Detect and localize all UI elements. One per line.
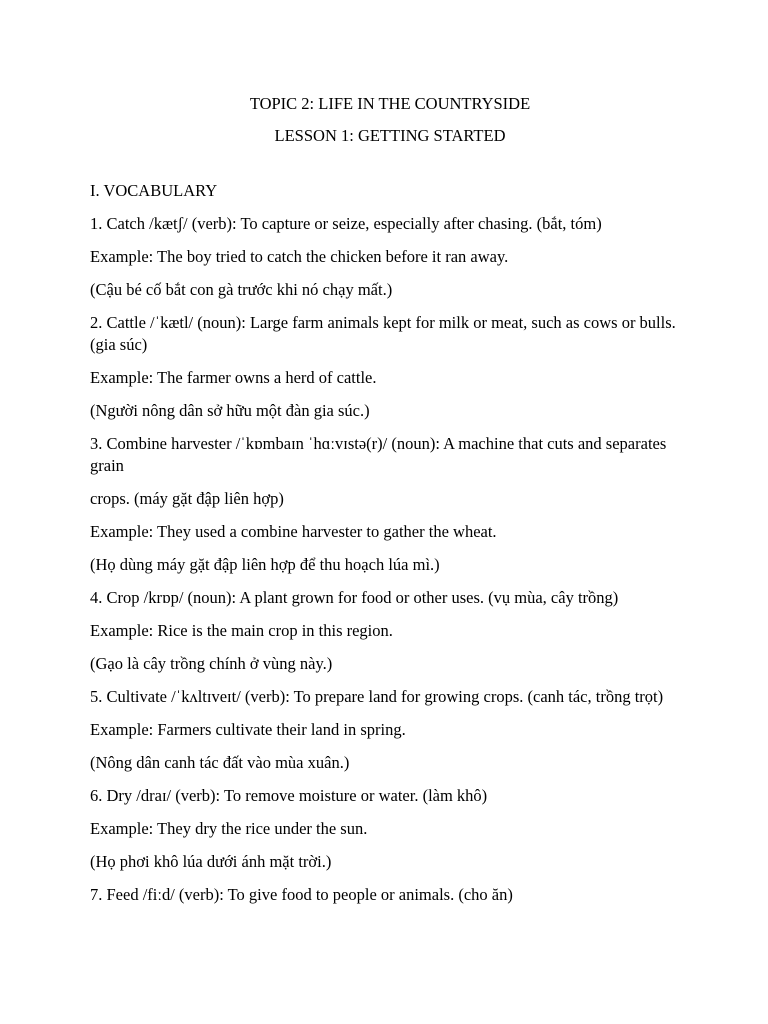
- example-cultivate: Example: Farmers cultivate their land in spring.: [90, 720, 406, 739]
- vocab-entry-cattle: 2. Cattle /ˈkætl/ (noun): Large farm animals kept for milk or meat, such as cows or bulls. (gia súc): [90, 313, 676, 354]
- translation-combine-harvester: (Họ dùng máy gặt đập liên hợp để thu hoạch lúa mì.): [90, 555, 440, 574]
- vocab-entry-dry: 6. Dry /draɪ/ (verb): To remove moisture or water. (làm khô): [90, 786, 488, 805]
- example-combine-harvester: Example: They used a combine harvester to gather the wheat.: [90, 522, 497, 541]
- example-dry: Example: They dry the rice under the sun.: [90, 819, 368, 838]
- vocab-entry-combine-harvester-continued: crops. (máy gặt đập liên hợp): [90, 489, 284, 508]
- example-crop: Example: Rice is the main crop in this region.: [90, 621, 393, 640]
- topic-title: TOPIC 2: LIFE IN THE COUNTRYSIDE: [249, 94, 531, 113]
- document-page: [90, 93, 690, 917]
- vocab-entry-cultivate: 5. Cultivate /ˈkʌltɪveɪt/ (verb): To prepare land for growing crops. (canh tác, trồng trọt): [90, 687, 664, 706]
- translation-dry: (Họ phơi khô lúa dưới ánh mặt trời.): [90, 852, 332, 871]
- vocab-entry-feed: 7. Feed /fiːd/ (verb): To give food to people or animals. (cho ăn): [90, 885, 513, 904]
- vocab-entry-crop: 4. Crop /krɒp/ (noun): A plant grown for food or other uses. (vụ mùa, cây trồng): [90, 588, 619, 607]
- section-heading: I. VOCABULARY: [90, 181, 218, 200]
- vocab-entry-catch: 1. Catch /kætʃ/ (verb): To capture or seize, especially after chasing. (bắt, tóm): [90, 214, 602, 233]
- translation-cultivate: (Nông dân canh tác đất vào mùa xuân.): [90, 753, 350, 772]
- vocab-entry-combine-harvester: 3. Combine harvester /ˈkɒmbaɪn ˈhɑːvɪstə(r)/ (noun): A machine that cuts and separates grain: [90, 434, 667, 475]
- example-cattle: Example: The farmer owns a herd of cattle.: [90, 368, 377, 387]
- translation-cattle: (Người nông dân sở hữu một đàn gia súc.): [90, 401, 370, 420]
- example-catch: Example: The boy tried to catch the chicken before it ran away.: [90, 247, 509, 266]
- lesson-title: LESSON 1: GETTING STARTED: [274, 126, 506, 145]
- translation-catch: (Cậu bé cố bắt con gà trước khi nó chạy mất.): [90, 280, 393, 299]
- translation-crop: (Gạo là cây trồng chính ở vùng này.): [90, 654, 333, 673]
